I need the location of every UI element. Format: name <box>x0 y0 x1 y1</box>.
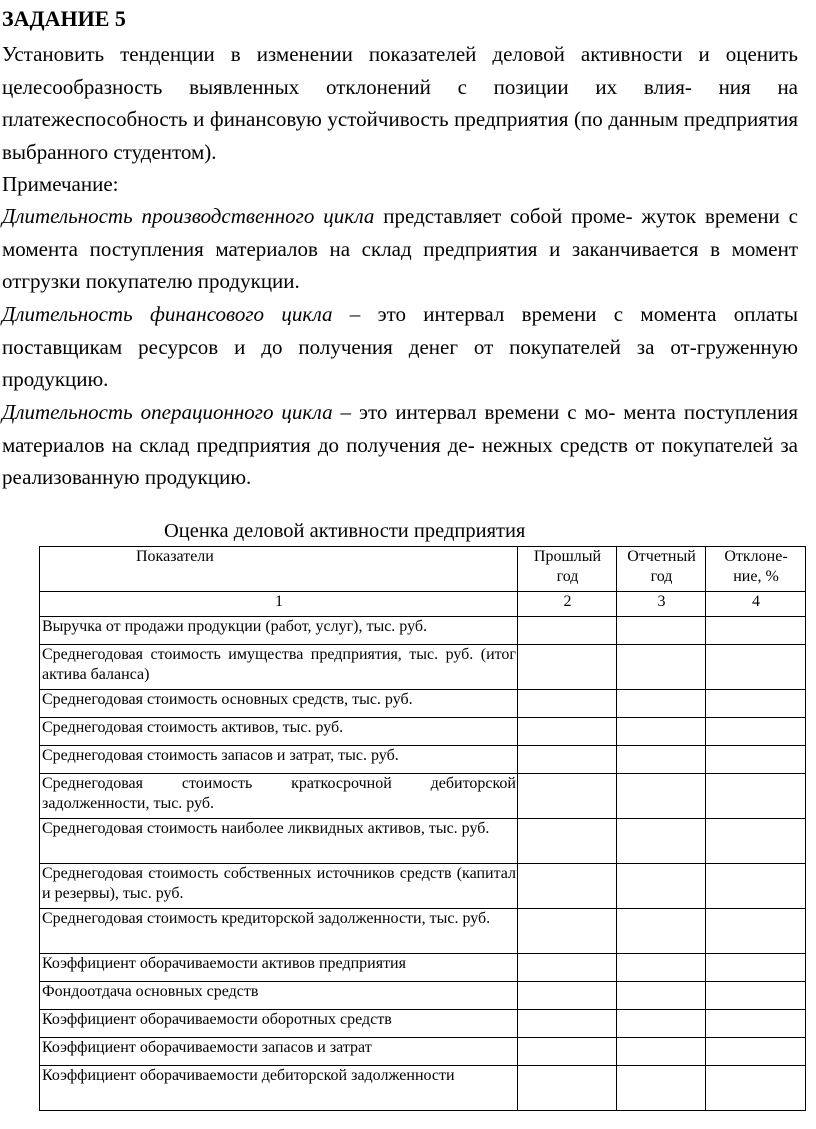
header-deviation: Отклоне- ние, % <box>706 547 806 592</box>
indicator-name: Выручка от продажи продукции (работ, услуг), тыс. руб. <box>40 617 518 645</box>
previous-year-value-cell <box>518 909 617 954</box>
table-row <box>40 746 806 774</box>
previous-year-value-cell <box>518 718 617 746</box>
table-row <box>40 954 806 982</box>
previous-year-value-cell <box>518 819 617 864</box>
reporting-year-value-cell <box>617 954 706 982</box>
reporting-year-value-cell <box>617 1010 706 1038</box>
column-number: 3 <box>617 592 706 617</box>
table-row <box>40 1010 806 1038</box>
definition-operating-cycle <box>2 396 798 494</box>
previous-year-value-cell <box>518 617 617 645</box>
previous-year-value-cell <box>518 1038 617 1066</box>
column-number: 2 <box>518 592 617 617</box>
reporting-year-value-cell <box>617 617 706 645</box>
table-caption: Оценка деловой активности предприятия <box>164 520 526 542</box>
deviation-value-cell <box>706 1010 806 1038</box>
indicator-name: Среднегодовая стоимость собственных источников средств (капитал и резервы), тыс. руб. <box>40 864 518 909</box>
table-row <box>40 819 806 864</box>
previous-year-value-cell <box>518 864 617 909</box>
deviation-value-cell <box>706 954 806 982</box>
column-numbers-row <box>40 592 806 617</box>
previous-year-value-cell <box>518 1010 617 1038</box>
definition-financial-cycle <box>2 298 798 396</box>
deviation-value-cell <box>706 819 806 864</box>
business-activity-table <box>39 546 806 1111</box>
deviation-value-cell <box>706 690 806 718</box>
table-row <box>40 1066 806 1111</box>
header-previous-year: Прошлый год <box>518 547 617 592</box>
table-row <box>40 690 806 718</box>
deviation-value-cell <box>706 645 806 690</box>
table-row <box>40 718 806 746</box>
reporting-year-value-cell <box>617 1066 706 1111</box>
indicator-name: Среднегодовая стоимость основных средств, тыс. руб. <box>40 690 518 718</box>
indicator-name: Среднегодовая стоимость кредиторской задолженности, тыс. руб. <box>40 909 518 954</box>
table-row <box>40 982 806 1010</box>
deviation-value-cell <box>706 982 806 1010</box>
indicator-name: Среднегодовая стоимость наиболее ликвидных активов, тыс. руб. <box>40 819 518 864</box>
table-row <box>40 774 806 819</box>
reporting-year-value-cell <box>617 774 706 819</box>
deviation-value-cell <box>706 746 806 774</box>
column-number: 4 <box>706 592 806 617</box>
definition-text: – это интервал времени с мо- мента поступления материалов на склад предприятия до получения де- нежных средств от покупателей за реализованную продукцию. <box>2 400 798 489</box>
definition-term: Длительность производственного цикла <box>2 204 375 228</box>
indicator-name: Фондоотдача основных средств <box>40 982 518 1010</box>
definition-text: – это интервал времени с момента оплаты поставщикам ресурсов и до получения денег от покупателей за от-груженную продукцию. <box>2 302 798 391</box>
previous-year-value-cell <box>518 954 617 982</box>
previous-year-value-cell <box>518 774 617 819</box>
definition-term: Длительность операционного цикла <box>2 400 333 424</box>
deviation-value-cell <box>706 774 806 819</box>
definition-term: Длительность финансового цикла <box>2 302 333 326</box>
table-header-row <box>40 547 806 592</box>
previous-year-value-cell <box>518 746 617 774</box>
note-label: Примечание: <box>2 172 119 196</box>
previous-year-value-cell <box>518 690 617 718</box>
deviation-value-cell <box>706 1066 806 1111</box>
reporting-year-value-cell <box>617 1038 706 1066</box>
indicator-name: Коэффициент оборачиваемости запасов и затрат <box>40 1038 518 1066</box>
header-reporting-year: Отчетный год <box>617 547 706 592</box>
reporting-year-value-cell <box>617 982 706 1010</box>
column-number: 1 <box>40 592 518 617</box>
reporting-year-value-cell <box>617 746 706 774</box>
table-body <box>40 617 806 1111</box>
deviation-value-cell <box>706 864 806 909</box>
definition-text: представляет собой проме- жуток времени с момента поступления материалов на склад предприятия и заканчивается в момент отгрузки покупателю продукции. <box>2 204 798 293</box>
indicator-name: Коэффициент оборачиваемости дебиторской задолженности <box>40 1066 518 1111</box>
indicator-name: Среднегодовая стоимость активов, тыс. руб. <box>40 718 518 746</box>
previous-year-value-cell <box>518 1066 617 1111</box>
deviation-value-cell <box>706 909 806 954</box>
header-indicators: Показатели <box>40 547 518 592</box>
reporting-year-value-cell <box>617 909 706 954</box>
table-row <box>40 617 806 645</box>
deviation-value-cell <box>706 617 806 645</box>
task-intro: Установить тенденции в изменении показателей деловой активности и оценить целесообразность выявленных отклонений с позиции их влия- ния на платежеспособность и финансовую устойчивость предприятия (по данным предприятия выбранного студентом). <box>2 42 798 164</box>
indicator-name: Коэффициент оборачиваемости оборотных средств <box>40 1010 518 1038</box>
definition-production-cycle <box>2 200 798 298</box>
table-row <box>40 1038 806 1066</box>
task-title: ЗАДАНИЕ 5 <box>2 6 126 31</box>
table-row <box>40 645 806 690</box>
reporting-year-value-cell <box>617 645 706 690</box>
reporting-year-value-cell <box>617 718 706 746</box>
deviation-value-cell <box>706 718 806 746</box>
indicator-name: Среднегодовая стоимость краткосрочной дебиторской задолженности, тыс. руб. <box>40 774 518 819</box>
indicator-name: Коэффициент оборачиваемости активов предприятия <box>40 954 518 982</box>
reporting-year-value-cell <box>617 864 706 909</box>
reporting-year-value-cell <box>617 819 706 864</box>
table-row <box>40 864 806 909</box>
indicator-name: Среднегодовая стоимость имущества предприятия, тыс. руб. (итог актива баланса) <box>40 645 518 690</box>
deviation-value-cell <box>706 1038 806 1066</box>
previous-year-value-cell <box>518 645 617 690</box>
indicator-name: Среднегодовая стоимость запасов и затрат, тыс. руб. <box>40 746 518 774</box>
reporting-year-value-cell <box>617 690 706 718</box>
table-row <box>40 909 806 954</box>
previous-year-value-cell <box>518 982 617 1010</box>
